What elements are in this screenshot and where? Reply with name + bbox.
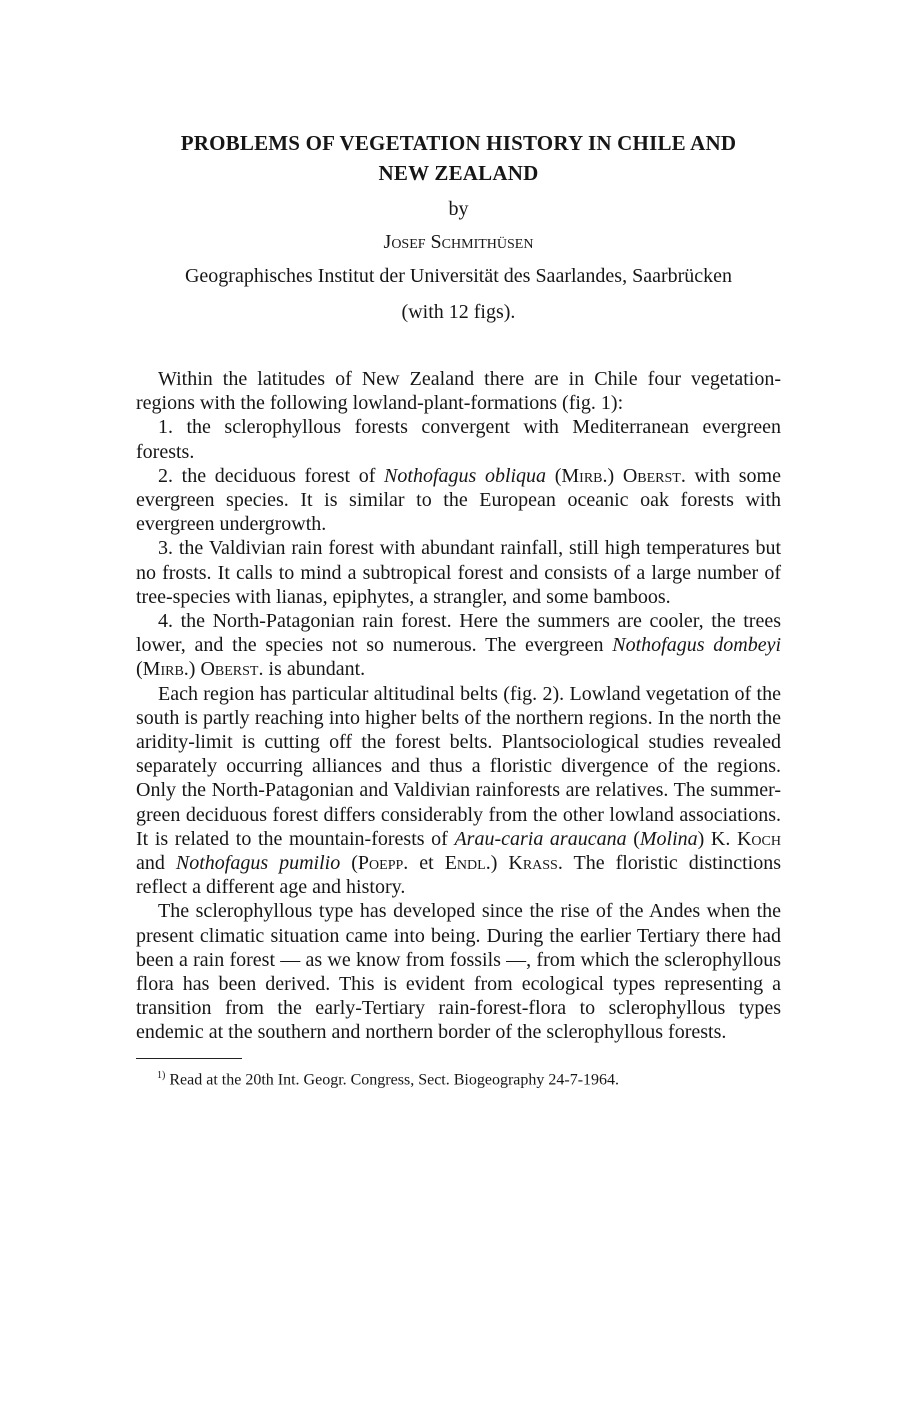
paragraph-5: [136, 609, 781, 682]
authority-name: Krass.: [508, 852, 563, 875]
paragraph-3: [136, 464, 781, 537]
paragraph-7: The sclerophyllous type has developed since the rise of the Andes when the present climatic situation came into being. During the earlier Tertiary there had been a rain forest — as we know from fossils —, from which the sclerophyllous flora has been derived. This is evident from ecological types representing a transition from the early-Tertiary rain-forest-flora to sclerophyllous types endemic at the southern and northern border of the sclerophyllous forests.: [136, 900, 781, 1044]
footnote-text: Read at the 20th Int. Geogr. Congress, Sect. Biogeography 24-7-1964.: [165, 1071, 620, 1089]
paragraph-2: 1. the sclerophyllous forests convergent with Mediterranean evergreen forests.: [136, 416, 781, 463]
text-run: is abundant.: [263, 658, 366, 681]
text-run: (: [546, 464, 562, 487]
paragraph-4: 3. the Valdivian rain forest with abundant rainfall, still high temperatures but no frosts. It calls to mind a subtropical forest and consists of a large number of tree-species with lianas, epiphytes, a strangler, and some bamboos.: [136, 537, 781, 608]
species-name: Arau-caria araucana: [454, 827, 627, 850]
footnote: [136, 1065, 781, 1091]
author-name: [136, 229, 781, 255]
authority-name: Poepp.: [357, 852, 409, 875]
species-name: Nothofagus obliqua: [384, 464, 547, 487]
footnote-divider: [136, 1058, 242, 1059]
text-run: and: [136, 852, 176, 875]
authority-name: Mirb.: [561, 464, 608, 487]
paragraph-6: [136, 682, 781, 900]
text-run: The floristic distinctions reflect a different age and history.: [136, 852, 781, 899]
text-run: et: [408, 852, 445, 875]
author-text: Josef Schmithüsen: [383, 231, 534, 253]
species-name: Nothofagus pumilio: [175, 852, 341, 875]
byline: by: [448, 198, 469, 220]
text-run: ) K.: [697, 827, 737, 850]
footnote-marker: 1): [157, 1069, 166, 1081]
authority-name: Koch: [736, 827, 781, 850]
text-run: (: [340, 852, 358, 875]
species-name: Nothofagus dombeyi: [612, 634, 782, 657]
authority-name: Oberst.: [200, 658, 264, 681]
text-run: (: [626, 827, 640, 850]
author-affiliation: Geographisches Institut der Universität des Saarlandes, Saarbrücken: [184, 265, 733, 287]
text-run: ): [607, 464, 623, 487]
text-run: Each region has particular altitudinal belts (fig. 2). Lowland vegetation of the south is partly reaching into higher belts of the northern regions. In the north the aridity-limit is cutting off the forest belts. Plantsociological studies revealed separately occurring alliances and thus a floristic divergence of the regions. Only the North-Patagonian and Valdivian rainforests are relatives. The summer-green deciduous forest differs considerably from the other lowland associations. It is related to the mountain-forests of: [136, 682, 781, 850]
text-run: (: [136, 658, 143, 681]
title-line-1: PROBLEMS OF VEGETATION HISTORY IN CHILE AND: [180, 131, 737, 155]
text-run: ): [490, 852, 509, 875]
figure-count: (with 12 figs).: [401, 301, 516, 323]
paragraph-1: Within the latitudes of New Zealand there are in Chile four vegetation-regions with the following lowland-plant-formations (fig. 1):: [136, 368, 781, 415]
text-run: 4. the North-Patagonian rain forest. Here the summers are cooler, the trees lower, and the species not so numerous. The evergreen: [136, 610, 781, 657]
text-run: 2. the deciduous forest of: [158, 464, 385, 487]
authority-name: Molina: [639, 827, 698, 850]
article-title: [136, 128, 781, 188]
article-body: [136, 367, 781, 1045]
authority-name: Endl.: [444, 852, 491, 875]
text-run: ): [188, 658, 201, 681]
article-page: [136, 128, 781, 1091]
authority-name: Mirb.: [142, 658, 189, 681]
authority-name: Oberst.: [622, 464, 686, 487]
text-run: with some evergreen species. It is similar to the European oceanic oak forests with evergreen undergrowth.: [136, 464, 781, 536]
title-line-2: NEW ZEALAND: [378, 161, 539, 185]
